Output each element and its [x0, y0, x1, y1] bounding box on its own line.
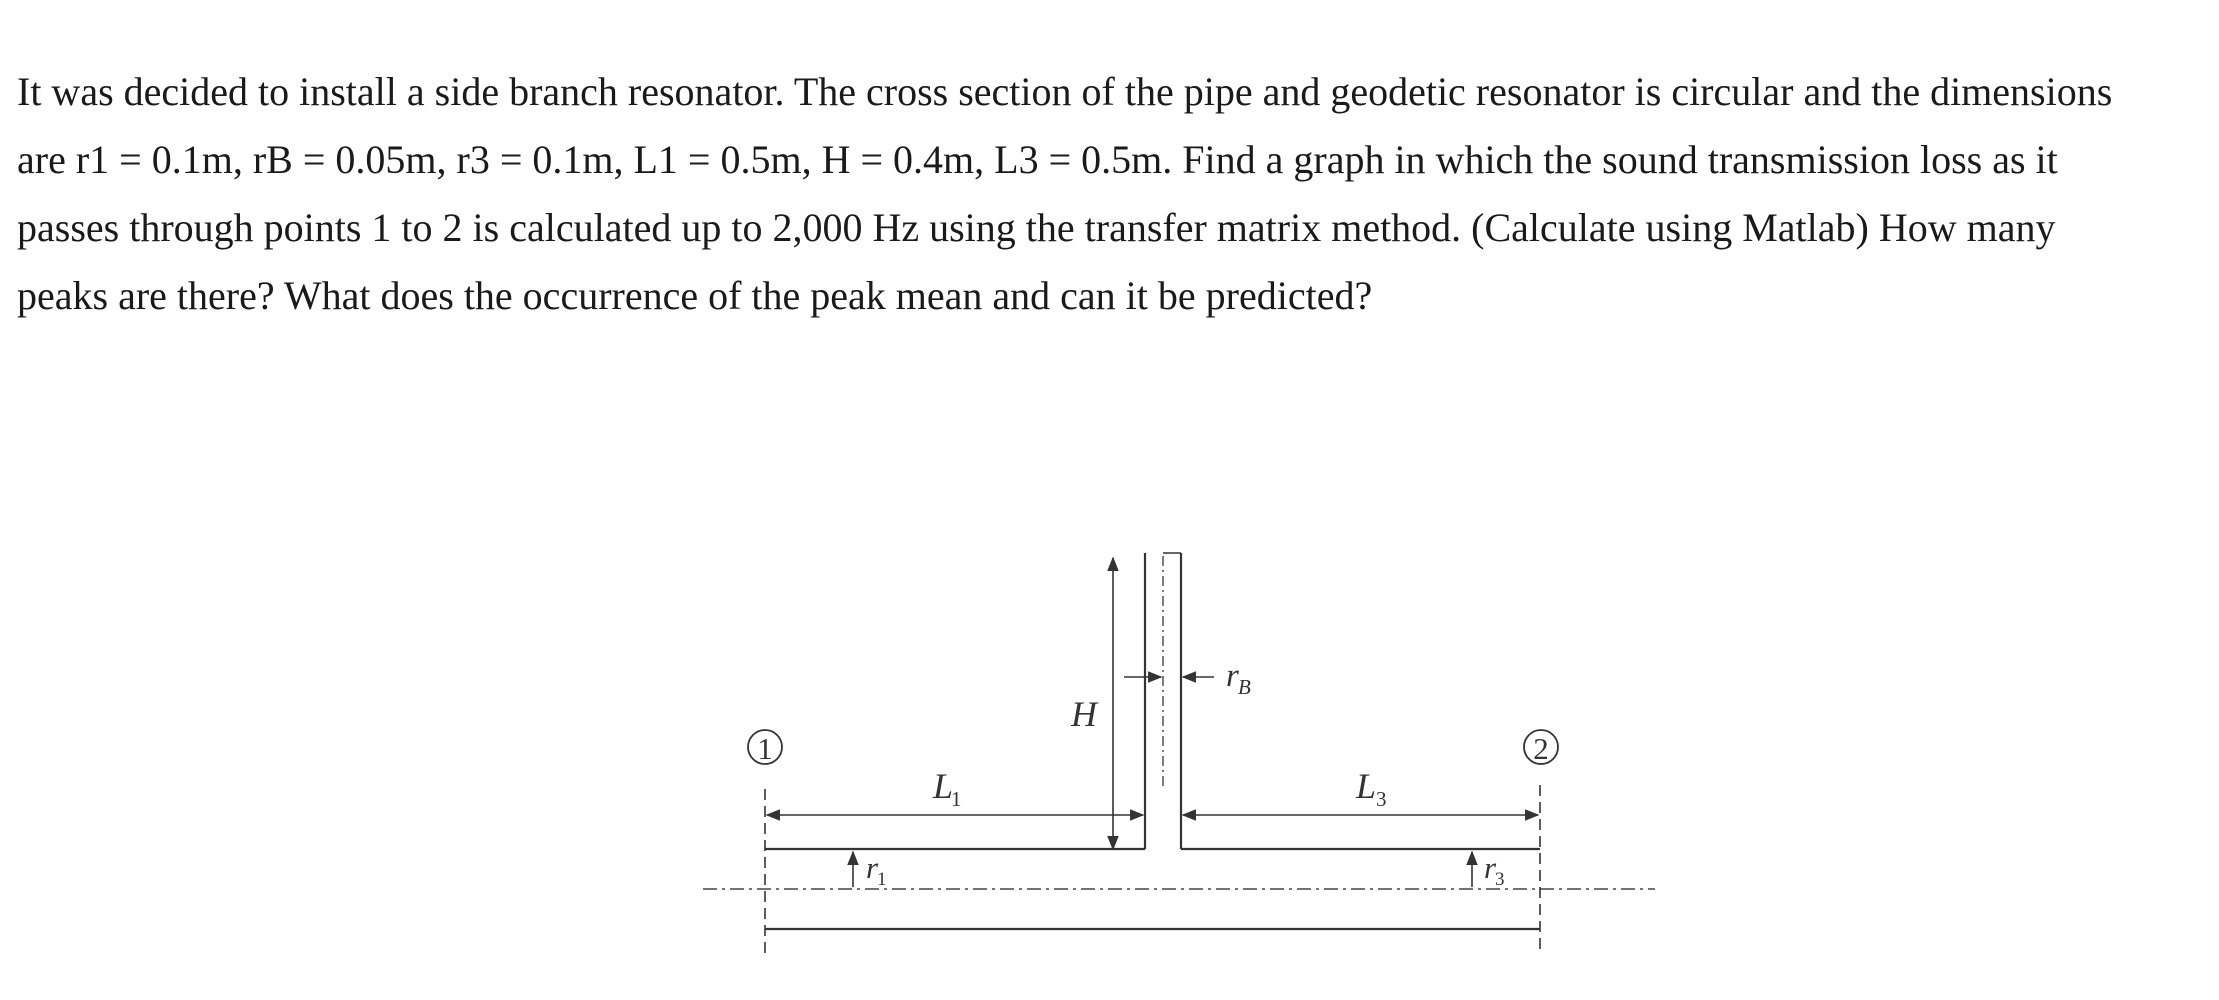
problem-line-2: are r1 = 0.1m, rB = 0.05m, r3 = 0.1m, L1 = 0.5m, H = 0.4m, L3 = 0.5m. Find a graph in which the sound transmission loss as it: [17, 137, 2058, 182]
problem-line-4: peaks are there? What does the occurrence of the peak mean and can it be predicted?: [17, 273, 1373, 318]
problem-line-3: passes through points 1 to 2 is calculated up to 2,000 Hz using the transfer matrix method. (Calculate using Matlab) How many: [17, 205, 2056, 250]
point-1-label: 1: [757, 731, 773, 766]
label-L3: L: [1356, 766, 1377, 806]
point-1-marker: [748, 730, 782, 766]
label-r3: r: [1484, 850, 1497, 885]
point-2-label: 2: [1533, 731, 1549, 766]
label-rB: r: [1226, 658, 1239, 694]
label-L1: L: [933, 766, 954, 806]
label-rB-subscript: B: [1238, 675, 1251, 699]
label-H: H: [1071, 694, 1097, 734]
label-L1-subscript: 1: [951, 787, 962, 811]
label-r1: r: [866, 850, 879, 885]
point-2-marker: [1524, 730, 1558, 766]
label-r1-subscript: 1: [877, 869, 887, 890]
label-L3-subscript: 3: [1376, 787, 1387, 811]
problem-line-1: It was decided to install a side branch resonator. The cross section of the pipe and geodetic resonator is circular and the dimensions: [17, 69, 2113, 114]
label-r3-subscript: 3: [1495, 869, 1505, 890]
